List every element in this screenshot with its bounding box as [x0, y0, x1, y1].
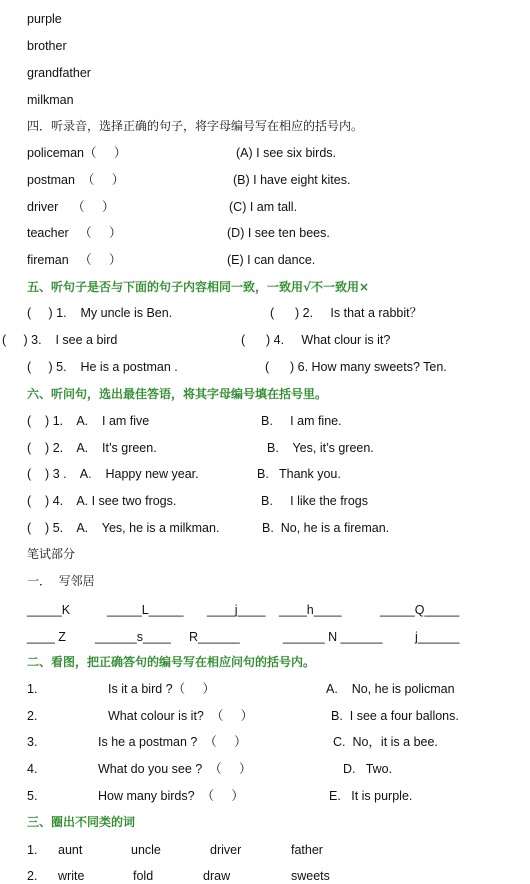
- word-milkman: milkman: [27, 93, 74, 107]
- s6-left-5: ( ) 5. A. Yes, he is a milkman.: [27, 521, 220, 535]
- s2-num-5: 5.: [27, 789, 38, 803]
- s6-left-3: ( ) 3 . A. Happy new year.: [27, 467, 199, 481]
- section-3-title: 三、圈出不同类的词: [27, 815, 136, 829]
- neighbor-blank-j2: j______: [415, 630, 460, 644]
- s4-left-3: driver （ ）: [27, 200, 115, 214]
- s3-word-1-1: aunt: [58, 843, 83, 857]
- s6-left-1: ( ) 1. A. I am five: [27, 414, 150, 428]
- s2-answer-d: D. Two.: [343, 762, 393, 776]
- s3-num-2: 2.: [27, 869, 38, 883]
- neighbor-blank-n: ______ N ______: [283, 630, 383, 644]
- s4-left-2: postman （ ）: [27, 173, 125, 187]
- neighbor-blank-h: ____h____: [279, 603, 342, 617]
- s3-word-2-4: sweets: [291, 869, 330, 883]
- written-part-title: 笔试部分: [27, 547, 76, 561]
- s3-word-1-2: uncle: [131, 843, 161, 857]
- s6-left-4: ( ) 4. A. I see two frogs.: [27, 494, 177, 508]
- s4-right-5: (E) I can dance.: [227, 253, 316, 267]
- s3-num-1: 1.: [27, 843, 38, 857]
- s6-left-2: ( ) 2. A. It’s green.: [27, 441, 157, 455]
- section-2-title: 二、看图，把正确答句的编号写在相应问句的括号内。: [27, 655, 316, 669]
- word-grandfather: grandfather: [27, 66, 91, 80]
- s2-num-1: 1.: [27, 682, 38, 696]
- neighbor-blank-s: ______s____: [95, 630, 171, 644]
- s6-right-5: B. No, he is a fireman.: [262, 521, 390, 535]
- s2-question-2: What colour is it? （ ）: [108, 709, 254, 723]
- s5-right-1: ( ) 2. Is that a rabbit？: [270, 306, 423, 320]
- neighbor-blank-l: _____L_____: [107, 603, 184, 617]
- s2-answer-c: C. No，it is a bee.: [333, 735, 438, 749]
- s3-word-1-3: driver: [210, 843, 242, 857]
- s4-right-2: (B) I have eight kites.: [233, 173, 351, 187]
- neighbor-blank-j: ____j____: [207, 603, 266, 617]
- s2-answer-e: E. It is purple.: [329, 789, 413, 803]
- s5-left-3: ( ) 5. He is a postman .: [27, 360, 178, 374]
- s4-left-1: policeman（ ）: [27, 146, 127, 160]
- s5-left-2: ( ) 3. I see a bird: [2, 333, 118, 347]
- s2-question-5: How many birds? （ ）: [98, 789, 244, 803]
- s3-word-2-1: write: [58, 869, 85, 883]
- written-subtitle-neighbors: 一． 写邻居: [27, 574, 95, 588]
- s2-num-2: 2.: [27, 709, 38, 723]
- s4-right-3: (C) I am tall.: [229, 200, 298, 214]
- s2-num-3: 3.: [27, 735, 38, 749]
- neighbor-blank-z: ____ Z: [27, 630, 66, 644]
- s2-answer-a: A. No, he is policman: [326, 682, 455, 696]
- s5-right-3: ( ) 6. How many sweets? Ten.: [265, 360, 447, 374]
- s6-right-3: B. Thank you.: [257, 467, 341, 481]
- s3-word-2-2: fold: [133, 869, 154, 883]
- word-purple: purple: [27, 12, 62, 26]
- neighbor-blank-q: _____Q_____: [380, 603, 460, 617]
- s5-right-2: ( ) 4. What clour is it?: [241, 333, 391, 347]
- s5-left-1: ( ) 1. My uncle is Ben.: [27, 306, 173, 320]
- s4-right-4: (D) I see ten bees.: [227, 226, 330, 240]
- s2-question-1: Is it a bird ?（ ）: [108, 682, 215, 696]
- section-5-title: 五、听句子是否与下面的句子内容相同一致，一致用√不一致用×: [27, 280, 370, 294]
- s3-word-1-4: father: [291, 843, 323, 857]
- section-6-title: 六、听问句，选出最佳答语，将其字母编号填在括号里。: [27, 387, 328, 401]
- s3-word-2-3: draw: [203, 869, 231, 883]
- s6-right-2: B. Yes, it’s green.: [267, 441, 374, 455]
- neighbor-blank-k: _____K: [27, 603, 71, 617]
- neighbor-blank-r: R______: [189, 630, 240, 644]
- s2-question-4: What do you see ? （ ）: [98, 762, 252, 776]
- s2-answer-b: B. I see a four ballons.: [331, 709, 459, 723]
- s6-right-4: B. I like the frogs: [261, 494, 368, 508]
- s4-left-5: fireman （ ）: [27, 253, 122, 267]
- s6-right-1: B. I am fine.: [261, 414, 342, 428]
- s2-question-3: Is he a postman ? （ ）: [98, 735, 247, 749]
- word-brother: brother: [27, 39, 67, 53]
- s4-left-4: teacher （ ）: [27, 226, 122, 240]
- section-4-title: 四．听录音，选择正确的句子，将字母编号写在相应的括号内。: [27, 119, 364, 133]
- s4-right-1: (A) I see six birds.: [236, 146, 337, 160]
- s2-num-4: 4.: [27, 762, 38, 776]
